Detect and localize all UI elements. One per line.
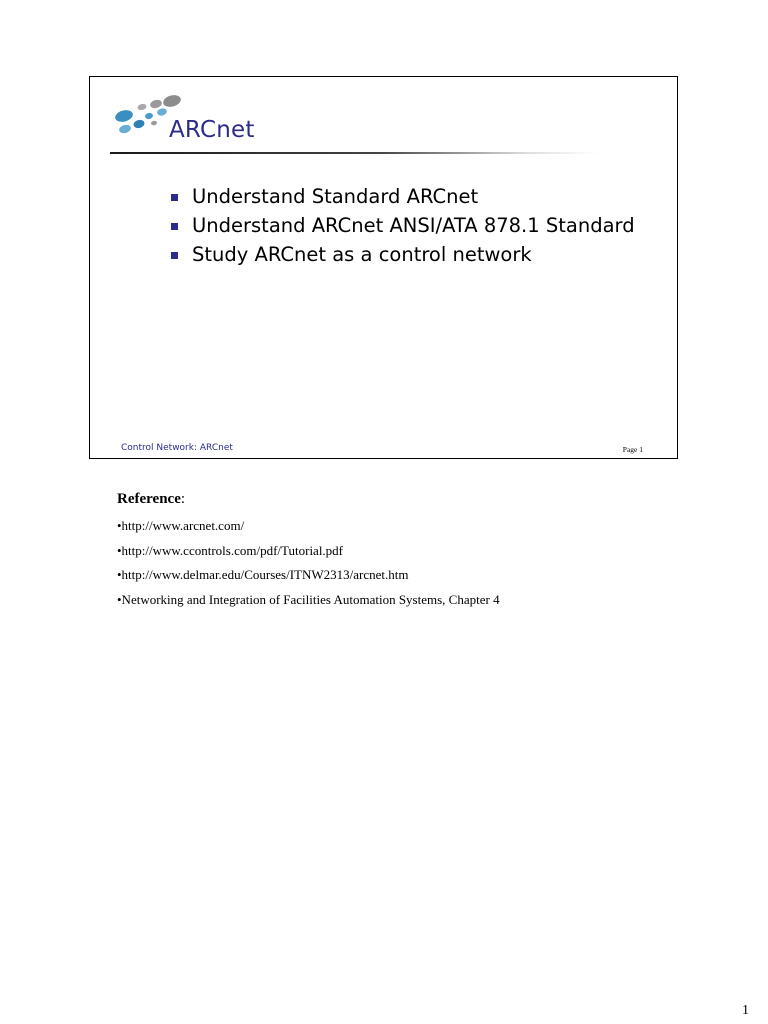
reference-text: •Networking and Integration of Facilities Automation Systems, Chapter 4 xyxy=(117,591,500,607)
reference-link[interactable]: •http://www.ccontrols.com/pdf/Tutorial.pdf xyxy=(117,542,344,558)
reference-link[interactable]: •http://www.delmar.edu/Courses/ITNW2313/arcnet.htm xyxy=(117,567,409,582)
reference-colon: : xyxy=(180,491,186,507)
square-bullet-icon xyxy=(171,194,178,201)
slide-footer: Control Network: ARCnet xyxy=(121,443,233,453)
reference-label: Reference xyxy=(117,491,181,507)
bullet-item xyxy=(170,240,635,269)
title-divider xyxy=(110,152,600,154)
reference-link[interactable]: •http://www.arcnet.com/ xyxy=(117,518,245,533)
bullet-list xyxy=(170,182,635,269)
page-number: 1 xyxy=(742,1003,749,1018)
bullet-text: Understand ARCnet ANSI/ATA 878.1 Standard xyxy=(192,214,635,237)
slide-title: ARCnet xyxy=(169,117,255,143)
square-bullet-icon xyxy=(171,223,178,230)
reference-heading xyxy=(117,489,500,509)
bullet-item xyxy=(170,182,635,211)
bullet-text: Study ARCnet as a control network xyxy=(192,243,532,266)
slide-thumbnail xyxy=(89,76,678,459)
slide-page-label: Page 1 xyxy=(622,445,643,454)
bullet-item xyxy=(170,211,635,240)
notes-section xyxy=(117,489,500,612)
square-bullet-icon xyxy=(171,252,178,259)
bullet-text: Understand Standard ARCnet xyxy=(192,185,479,208)
